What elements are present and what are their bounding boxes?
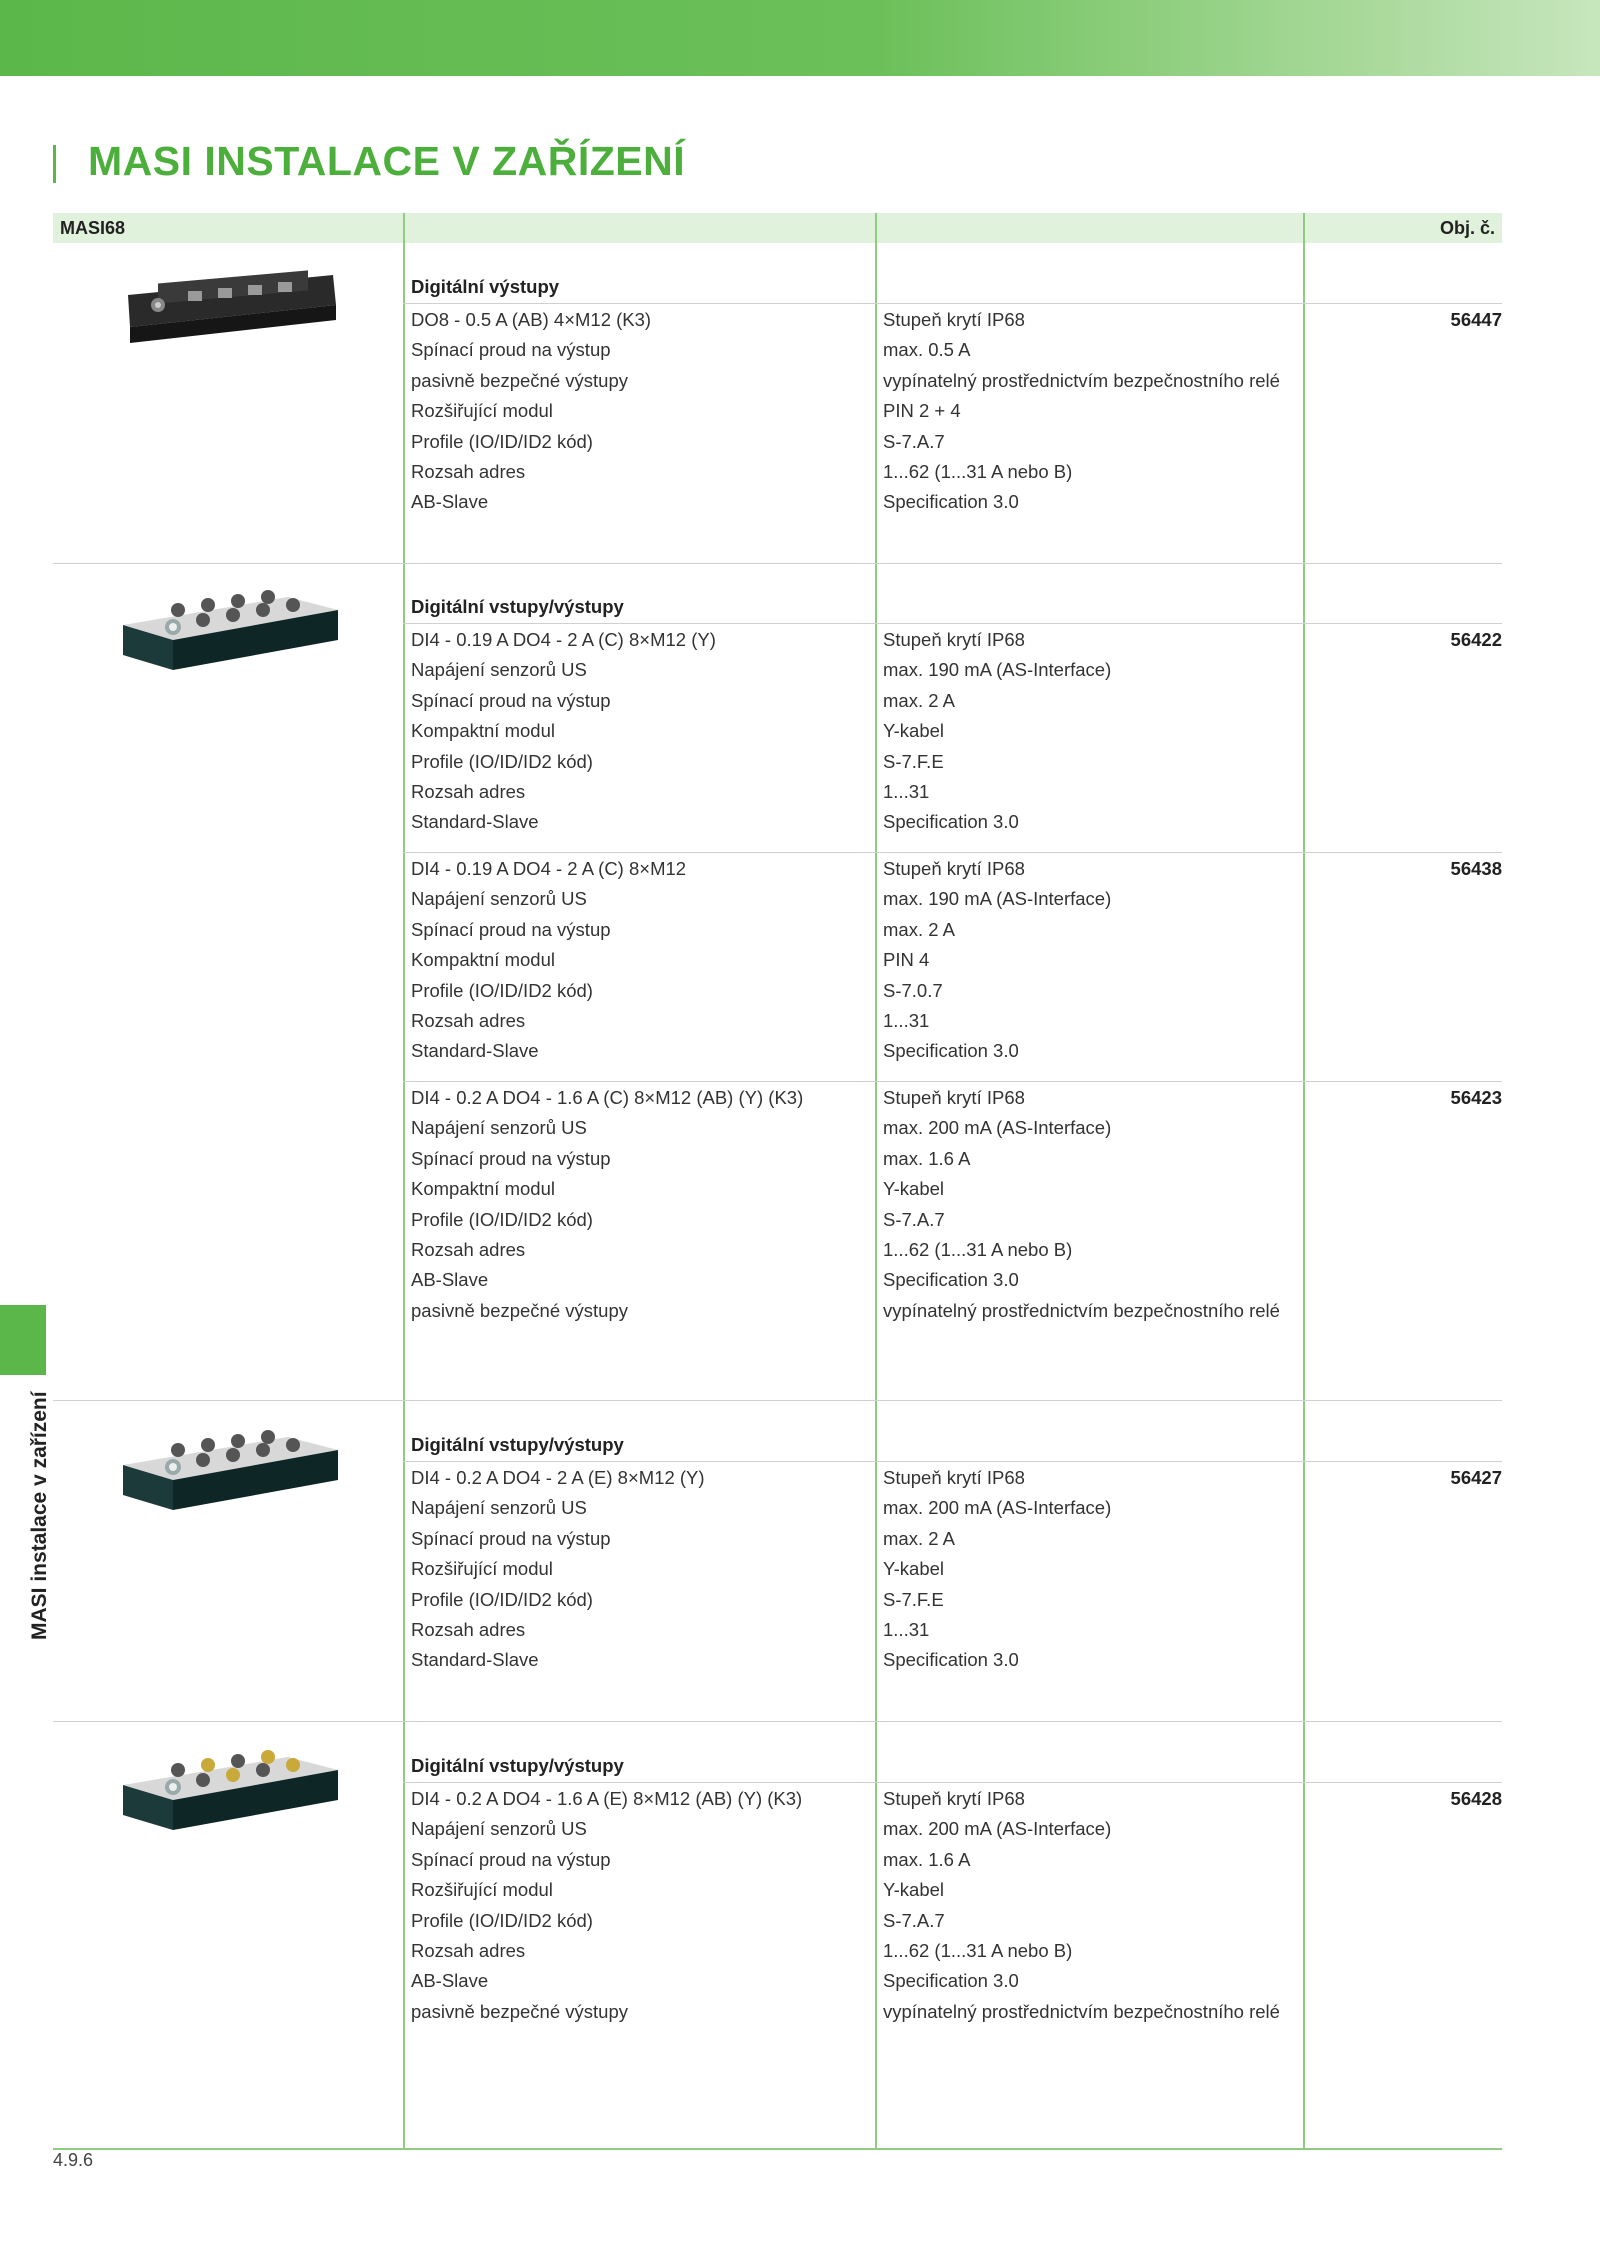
side-chapter-label: MASI instalace v zařízení xyxy=(28,1391,51,1640)
spec-labels-56427 xyxy=(411,1463,705,1676)
spec-values-56427 xyxy=(883,1463,1111,1676)
spec-label: Kompaktní modul xyxy=(411,1178,555,1200)
spec-value: 1...62 (1...31 A nebo B) xyxy=(883,460,1073,482)
product-image-56447 xyxy=(118,265,343,360)
spec-value: S-7.A.7 xyxy=(883,430,945,452)
spec-value: Y-kabel xyxy=(883,1558,945,1580)
spec-values-56428 xyxy=(883,1784,1280,2027)
product-image-56428 xyxy=(118,1745,343,1840)
spec-value: Stupeň krytí IP68 xyxy=(883,1788,1025,1809)
spec-label: Napájení senzorů US xyxy=(411,1117,587,1139)
spec-label: Rozsah adres xyxy=(411,1238,526,1260)
spec-label: DI4 - 0.2 A DO4 - 1.6 A (E) 8×M12 (AB) (Y) (K3) xyxy=(411,1788,803,1809)
spec-values-56447 xyxy=(883,305,1280,518)
spec-value: max. 2 A xyxy=(883,1527,955,1549)
spec-value: Specification 3.0 xyxy=(883,1970,1019,1992)
title-separator xyxy=(403,1461,1502,1462)
spec-label: Profile (IO/ID/ID2 kód) xyxy=(411,979,593,1001)
table-header xyxy=(53,213,1502,243)
spec-value: Stupeň krytí IP68 xyxy=(883,629,1025,650)
group-title: Digitální vstupy/výstupy xyxy=(411,1755,624,1776)
spec-label: Spínací proud na výstup xyxy=(411,339,611,361)
spec-label: AB-Slave xyxy=(411,1269,489,1291)
spec-label: Rozšiřující modul xyxy=(411,400,553,422)
order-number: 56428 xyxy=(1450,1788,1502,1809)
spec-label: Kompaktní modul xyxy=(411,720,555,742)
spec-label: AB-Slave xyxy=(411,491,489,513)
table-header-order-number: Obj. č. xyxy=(1439,218,1495,238)
order-number: 56423 xyxy=(1450,1087,1502,1108)
spec-value: 1...31 xyxy=(883,780,930,802)
spec-label: pasivně bezpečné výstupy xyxy=(411,2000,628,2022)
spec-value: max. 1.6 A xyxy=(883,1147,971,1169)
spec-value: Specification 3.0 xyxy=(883,1269,1019,1291)
spec-labels-56428 xyxy=(411,1784,802,2027)
spec-label: Spínací proud na výstup xyxy=(411,1527,611,1549)
spec-label: Napájení senzorů US xyxy=(411,659,587,681)
spec-value: max. 200 mA (AS-Interface) xyxy=(883,1818,1112,1840)
spec-label: Profile (IO/ID/ID2 kód) xyxy=(411,1909,593,1931)
spec-label: pasivně bezpečné výstupy xyxy=(411,369,628,391)
spec-values-56438 xyxy=(883,854,1111,1067)
spec-value: 1...31 xyxy=(883,1618,930,1640)
group-title: Digitální vstupy/výstupy xyxy=(411,1434,624,1455)
title-accent-bar xyxy=(53,145,56,183)
spec-label: Napájení senzorů US xyxy=(411,1818,587,1840)
spec-label: DO8 - 0.5 A (AB) 4×M12 (K3) xyxy=(411,309,652,330)
spec-value: S-7.F.E xyxy=(883,750,944,772)
order-number: 56447 xyxy=(1450,309,1502,330)
group-title: Digitální vstupy/výstupy xyxy=(411,596,624,617)
column-divider xyxy=(403,213,405,2149)
spec-value: Specification 3.0 xyxy=(883,1040,1019,1062)
spec-label: Kompaktní modul xyxy=(411,949,555,971)
product-image-56422 xyxy=(118,585,343,680)
spec-value: vypínatelný prostřednictvím bezpečnostního relé xyxy=(883,2000,1280,2022)
order-number: 56438 xyxy=(1450,858,1502,879)
title-separator xyxy=(403,303,1502,304)
spec-value: max. 2 A xyxy=(883,918,955,940)
page-number: 4.9.6 xyxy=(53,2150,94,2170)
group-separator xyxy=(53,1721,1502,1722)
table-header-product: MASI68 xyxy=(60,218,126,238)
spec-label: Rozšiřující modul xyxy=(411,1879,553,1901)
side-chapter-tab xyxy=(0,1305,46,1375)
spec-label: Rozsah adres xyxy=(411,1009,526,1031)
spec-value: max. 2 A xyxy=(883,689,955,711)
spec-value: Specification 3.0 xyxy=(883,1649,1019,1671)
spec-value: Y-kabel xyxy=(883,720,945,742)
spec-label: Standard-Slave xyxy=(411,1040,539,1062)
spec-value: Stupeň krytí IP68 xyxy=(883,1087,1025,1108)
spec-labels-56422 xyxy=(411,625,716,838)
spec-value: 1...62 (1...31 A nebo B) xyxy=(883,1939,1073,1961)
spec-value: PIN 2 + 4 xyxy=(883,400,961,422)
spec-label: Profile (IO/ID/ID2 kód) xyxy=(411,1208,593,1230)
spec-label: Spínací proud na výstup xyxy=(411,689,611,711)
spec-label: DI4 - 0.19 A DO4 - 2 A (C) 8×M12 (Y) xyxy=(411,629,716,650)
spec-value: 1...62 (1...31 A nebo B) xyxy=(883,1238,1073,1260)
spec-value: max. 200 mA (AS-Interface) xyxy=(883,1497,1112,1519)
spec-values-56422 xyxy=(883,625,1111,838)
spec-value: max. 190 mA (AS-Interface) xyxy=(883,888,1112,910)
spec-label: Standard-Slave xyxy=(411,811,539,833)
spec-label: Napájení senzorů US xyxy=(411,888,587,910)
order-number: 56422 xyxy=(1450,629,1502,650)
spec-value: Y-kabel xyxy=(883,1178,945,1200)
spec-label: Profile (IO/ID/ID2 kód) xyxy=(411,750,593,772)
spec-labels-56447 xyxy=(411,305,651,518)
spec-label: Spínací proud na výstup xyxy=(411,1147,611,1169)
spec-value: Specification 3.0 xyxy=(883,811,1019,833)
spec-label: Rozsah adres xyxy=(411,1939,526,1961)
column-divider xyxy=(875,213,877,2149)
page-title: MASI INSTALACE V ZAŘÍZENÍ xyxy=(88,138,686,184)
spec-label: Profile (IO/ID/ID2 kód) xyxy=(411,1588,593,1610)
spec-value: Stupeň krytí IP68 xyxy=(883,309,1025,330)
spec-label: Rozšiřující modul xyxy=(411,1558,553,1580)
spec-label: Standard-Slave xyxy=(411,1649,539,1671)
spec-value: S-7.A.7 xyxy=(883,1208,945,1230)
group-title: Digitální výstupy xyxy=(411,276,560,297)
spec-value: Y-kabel xyxy=(883,1879,945,1901)
top-banner xyxy=(0,0,1600,76)
group-separator xyxy=(53,1400,1502,1401)
title-separator xyxy=(403,623,1502,624)
spec-value: vypínatelný prostřednictvím bezpečnostního relé xyxy=(883,1299,1280,1321)
spec-value: max. 1.6 A xyxy=(883,1848,971,1870)
spec-value: Stupeň krytí IP68 xyxy=(883,1467,1025,1488)
spec-label: DI4 - 0.2 A DO4 - 1.6 A (C) 8×M12 (AB) (Y) (K3) xyxy=(411,1087,804,1108)
spec-value: S-7.A.7 xyxy=(883,1909,945,1931)
spec-label: DI4 - 0.2 A DO4 - 2 A (E) 8×M12 (Y) xyxy=(411,1467,705,1488)
spec-value: max. 190 mA (AS-Interface) xyxy=(883,659,1112,681)
title-separator xyxy=(403,1782,1502,1783)
product-image-56427 xyxy=(118,1425,343,1520)
spec-labels-56438 xyxy=(411,854,686,1067)
spec-value: S-7.F.E xyxy=(883,1588,944,1610)
spec-value: S-7.0.7 xyxy=(883,979,943,1001)
group-separator xyxy=(53,563,1502,564)
spec-label: DI4 - 0.19 A DO4 - 2 A (C) 8×M12 xyxy=(411,858,687,879)
column-divider xyxy=(1303,213,1305,2149)
spec-label: Rozsah adres xyxy=(411,780,526,802)
spec-labels-56423 xyxy=(411,1083,803,1326)
item-separator xyxy=(403,1081,1502,1082)
table-bottom-border xyxy=(53,2148,1502,2150)
spec-value: max. 200 mA (AS-Interface) xyxy=(883,1117,1112,1139)
spec-label: AB-Slave xyxy=(411,1970,489,1992)
spec-value: 1...31 xyxy=(883,1009,930,1031)
spec-value: PIN 4 xyxy=(883,949,930,971)
spec-label: Rozsah adres xyxy=(411,1618,526,1640)
spec-values-56423 xyxy=(883,1083,1280,1326)
spec-label: Profile (IO/ID/ID2 kód) xyxy=(411,430,593,452)
spec-label: Napájení senzorů US xyxy=(411,1497,587,1519)
spec-value: Stupeň krytí IP68 xyxy=(883,858,1025,879)
spec-value: vypínatelný prostřednictvím bezpečnostního relé xyxy=(883,369,1280,391)
spec-value: max. 0.5 A xyxy=(883,339,971,361)
spec-label: pasivně bezpečné výstupy xyxy=(411,1299,628,1321)
spec-label: Spínací proud na výstup xyxy=(411,1848,611,1870)
spec-label: Rozsah adres xyxy=(411,460,526,482)
spec-label: Spínací proud na výstup xyxy=(411,918,611,940)
order-number: 56427 xyxy=(1450,1467,1502,1488)
spec-value: Specification 3.0 xyxy=(883,491,1019,513)
item-separator xyxy=(403,852,1502,853)
